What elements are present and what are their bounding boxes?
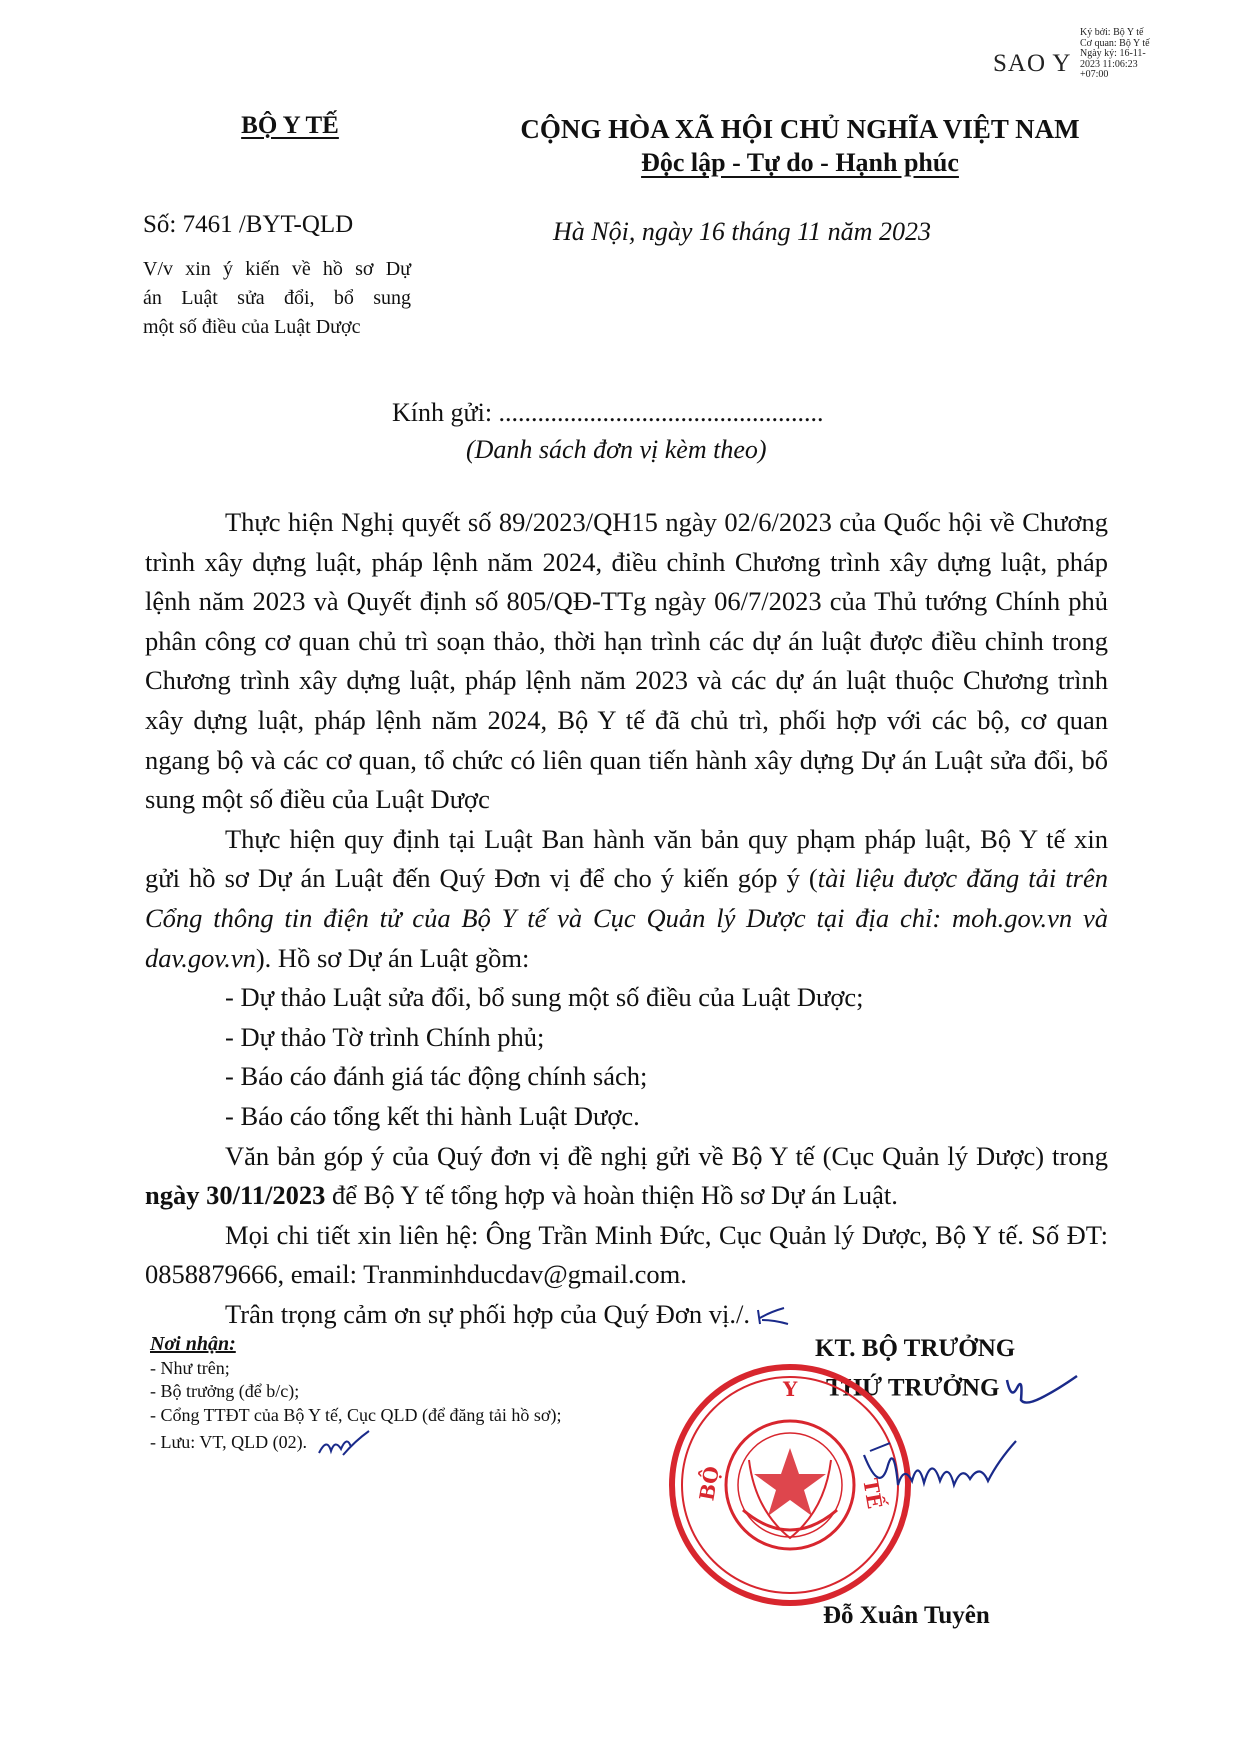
signer-title-2-text: THỨ TRƯỞNG xyxy=(826,1374,1000,1402)
letter-body xyxy=(145,503,1108,1334)
closing-text: Trân trọng cảm ơn sự phối hợp của Quý Đơn vị./. xyxy=(225,1298,751,1329)
recipient-item: - Cổng TTĐT của Bộ Y tế, Cục QLD (để đăng tải hồ sơ); xyxy=(150,1404,562,1425)
seal-letters-top: Y xyxy=(783,1377,798,1401)
dossier-item: - Báo cáo tổng kết thi hành Luật Dược. xyxy=(225,1100,640,1131)
dossier-item: - Dự thảo Luật sửa đổi, bổ sung một số điều của Luật Dược; xyxy=(225,982,864,1013)
seal-letters-left: BỘ xyxy=(694,1464,724,1503)
handwritten-signature-icon xyxy=(860,1435,1020,1505)
seal-letters-right: TẾ xyxy=(858,1476,888,1511)
issuing-organization xyxy=(160,112,420,140)
national-title: CỘNG HÒA XÃ HỘI CHỦ NGHĨA VIỆT NAM xyxy=(520,114,1080,144)
deadline-date: ngày 30/11/2023 xyxy=(145,1180,326,1211)
recipient-item: - Như trên; xyxy=(150,1357,230,1378)
initial-mark-icon xyxy=(1001,1370,1081,1410)
copy-stamp: SAO Y xyxy=(993,50,1072,77)
signing-date-3: +07:00 xyxy=(1080,69,1109,80)
initial-mark-icon xyxy=(313,1427,373,1461)
paragraph-1: Thực hiện Nghị quyết số 89/2023/QH15 ngày 02/6/2023 của Quốc hội về Chương trình xây dựng luật, pháp lệnh năm 2024, điều chỉnh Chương trình xây dựng luật, pháp lệnh năm 2023 và Quyết định số 805/QĐ-TTg ngày 06/7/2023 của Thủ tướng Chính phủ phân công cơ quan chủ trì soạn thảo, thời hạn trình các dự án luật được điều chỉnh trong Chương trình xây dựng luật, pháp lệnh năm 2023 và các dự án luật thuộc Chương trình xây dựng luật, pháp lệnh năm 2024, Bộ Y tế đã chủ trì, phối hợp với các bộ, cơ quan ngang bộ và các cơ quan, tổ chức có liên quan tiến hành xây dựng Dự án Luật sửa đổi, bổ sung một số điều của Luật Dược xyxy=(145,507,1108,815)
subject-line-2: án Luật sửa đổi, bổ sung xyxy=(143,287,411,309)
paragraph-3-part-b: để Bộ Y tế tổng hợp và hoàn thiện Hồ sơ Dự án Luật. xyxy=(325,1180,898,1211)
paragraph-3-part-a: Văn bản góp ý của Quý đơn vị đề nghị gửi về Bộ Y tế (Cục Quản lý Dược) trong xyxy=(225,1140,1108,1171)
paragraph-2-part-b: ). Hồ sơ Dự án Luật gồm: xyxy=(255,942,530,973)
document-subject xyxy=(143,255,411,342)
initial-mark-icon xyxy=(754,1304,794,1330)
salutation: Kính gửi: .................................................. xyxy=(392,398,824,427)
paragraph-2-part-a: Thực hiện quy định tại Luật Ban hành văn bản quy phạm pháp luật, Bộ Y tế xin gửi hồ sơ Dự án Luật đến Quý Đơn vị để cho ý kiến góp ý ( xyxy=(145,823,1108,894)
dossier-item: - Báo cáo đánh giá tác động chính sách; xyxy=(225,1061,648,1092)
recipients-note: (Danh sách đơn vị kèm theo) xyxy=(466,435,767,464)
recipients-block xyxy=(150,1333,561,1461)
recipient-item xyxy=(150,1427,561,1461)
signing-date-1: Ngày ký: 16-11- xyxy=(1080,48,1146,59)
place-date: Hà Nội, ngày 16 tháng 11 năm 2023 xyxy=(553,217,931,246)
signed-by: Ký bởi: Bộ Y tế xyxy=(1080,27,1144,38)
paragraph-2-italic: tài liệu được đăng tải trên Cổng thông tin điện tử của Bộ Y tế và Cục Quản lý Dược tại địa chỉ: moh.gov.vn và dav.gov.vn xyxy=(145,863,1108,973)
national-motto xyxy=(440,148,1160,178)
signer-title-1: KT. BỘ TRƯỞNG xyxy=(815,1335,1016,1362)
subject-line-3: một số điều của Luật Dược xyxy=(143,316,361,338)
signing-agency: Cơ quan: Bộ Y tế xyxy=(1080,37,1150,49)
document-number: Số: 7461 /BYT-QLD xyxy=(143,211,354,238)
recipient-item-text: - Lưu: VT, QLD (02). xyxy=(150,1432,308,1453)
subject-line-1: V/v xin ý kiến về hồ sơ Dự xyxy=(143,258,411,280)
paragraph-4: Mọi chi tiết xin liên hệ: Ông Trần Minh Đức, Cục Quản lý Dược, Bộ Y tế. Số ĐT: 0858879666, email: Tranminhducdav@gmail.com. xyxy=(145,1219,1108,1290)
paragraph-3 xyxy=(145,1137,1108,1216)
signing-date-2: 2023 11:06:23 xyxy=(1080,58,1138,70)
recipient-item: - Bộ trưởng (để b/c); xyxy=(150,1381,300,1401)
digital-signature-info xyxy=(1080,28,1200,81)
paragraph-5 xyxy=(145,1295,1108,1335)
dossier-item: - Dự thảo Tờ trình Chính phủ; xyxy=(225,1021,545,1052)
recipients-title: Nơi nhận: xyxy=(150,1333,236,1355)
organization-name: BỘ Y TẾ xyxy=(241,112,339,139)
motto-text: Độc lập - Tự do - Hạnh phúc xyxy=(641,148,959,177)
signer-name: Đỗ Xuân Tuyên xyxy=(823,1602,990,1629)
paragraph-2 xyxy=(145,820,1108,978)
